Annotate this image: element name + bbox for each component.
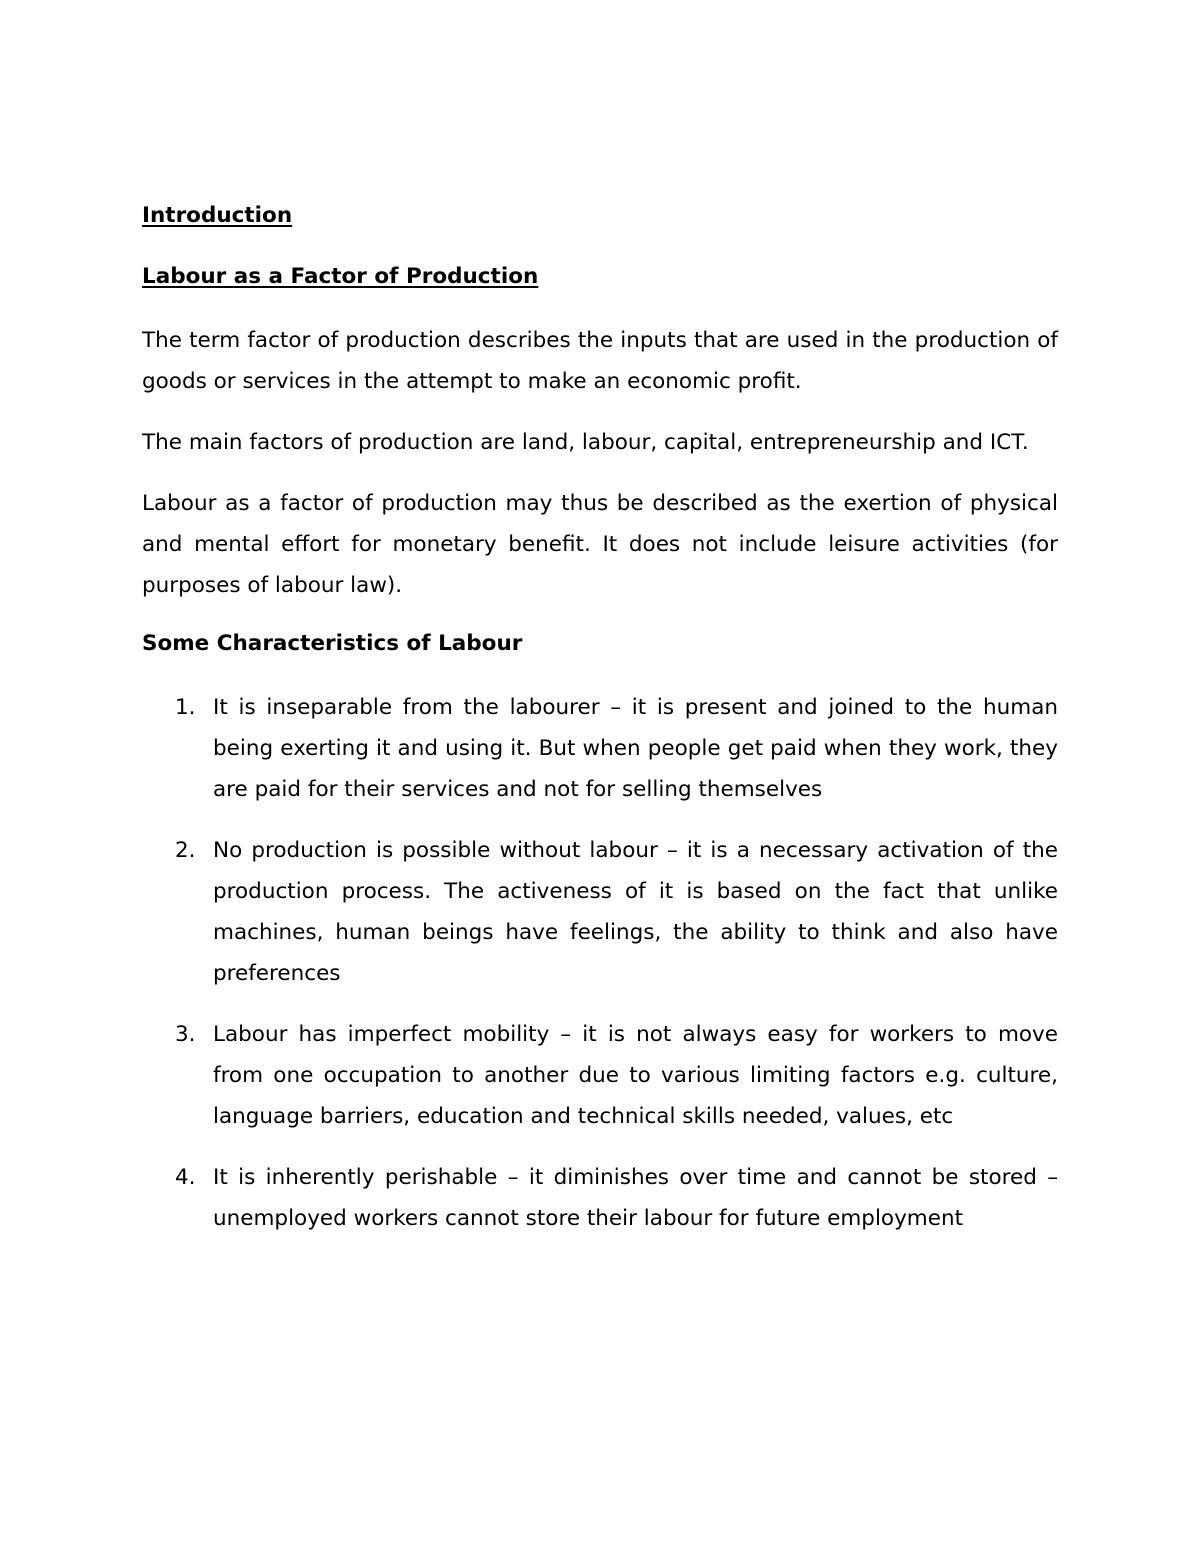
list-item-text: It is inseparable from the labourer – it is present and joined to the human being exerting it and using it. But when people get paid when they work, they are paid for their services and not for selling themselves <box>213 695 1058 802</box>
section-heading: Labour as a Factor of Production <box>142 264 539 289</box>
characteristics-list <box>142 687 1058 1239</box>
paragraph: The term factor of production describes the inputs that are used in the production of goods or services in the attempt to make an economic profit. <box>142 328 1058 394</box>
paragraph: Labour as a factor of production may thus be described as the exertion of physical and mental effort for monetary benefit. It does not include leisure activities (for purposes of labour law). <box>142 491 1058 598</box>
list-item <box>142 1157 1058 1239</box>
list-item-text: Labour has imperfect mobility – it is not always easy for workers to move from one occupation to another due to various limiting factors e.g. culture, language barriers, education and technical skills needed, values, etc <box>213 1022 1058 1129</box>
document-page <box>142 198 1058 1259</box>
list-item <box>142 687 1058 810</box>
list-item-number: 3. <box>175 1022 196 1047</box>
list-item-text: No production is possible without labour – it is a necessary activation of the production process. The activeness of it is based on the fact that unlike machines, human beings have feelings, the ability to think and also have preferences <box>213 838 1058 986</box>
list-item <box>142 830 1058 994</box>
list-item-text: It is inherently perishable – it diminishes over time and cannot be stored – unemployed workers cannot store their labour for future employment <box>213 1165 1058 1231</box>
list-item-number: 1. <box>175 695 196 720</box>
list-item <box>142 1014 1058 1137</box>
document-title: Introduction <box>142 203 293 228</box>
paragraph: The main factors of production are land, labour, capital, entrepreneurship and ICT. <box>142 430 1029 455</box>
list-item-number: 2. <box>175 838 196 863</box>
characteristics-heading: Some Characteristics of Labour <box>142 631 523 656</box>
list-item-number: 4. <box>175 1165 196 1190</box>
